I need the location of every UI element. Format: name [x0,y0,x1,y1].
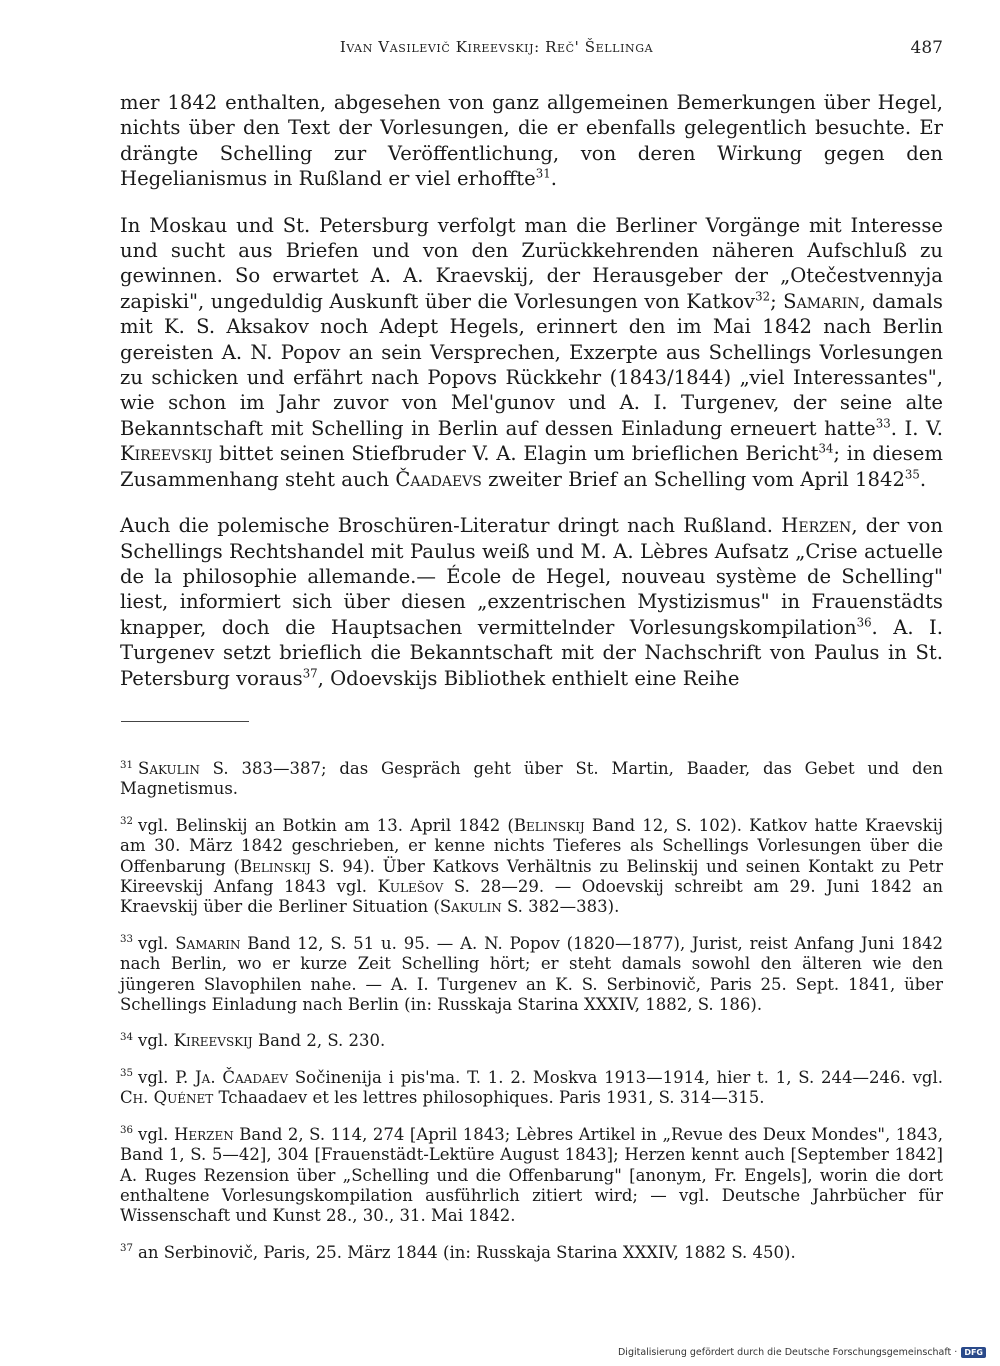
running-header [120,38,943,62]
paragraph-2: In Moskau und St. Petersburg verfolgt man die Berliner Vorgänge mit Interesse und sucht aus Briefen und von den Zurückkehrenden näheren Aufschluß zu gewinnen. So erwartet A. A. Kraevskij, der Herausgeber der „Otečestvennyja zapiski", ungeduldig Auskunft über die Vorlesungen von Katkov$^{32}$; Samarin, damals mit K. S. Aksakov noch Adept Hegels, erinnert den im Mai 1842 nach Berlin gereisten A. N. Popov an sein Versprechen, Exzerpte aus Schellings Vorlesungen zu schicken und erfährt nach Popovs Rückkehr (1843/1844) „viel Interessantes", wie schon im Jahr zuvor von Mel'gunov und A. I. Turgenev, der seine alte Bekanntschaft mit Schelling in Berlin auf dessen Einladung erneuert hatte$^{33}$. I. V. Kireevskij bittet seinen Stiefbruder V. A. Elagin um brieflichen Bericht$^{34}$; in diesem Zusammenhang steht auch Čaadaevs zweiter Brief an Schelling vom April 1842$^{35}$. [120,213,944,491]
main-text [120,90,943,712]
name-samarin: Samarin [783,289,860,313]
footnote-37: $^{37}$ an Serbinovič, Paris, 25. März 1844 (in: Russkaja Starina XXXIV, 1882 S. 450). [120,1242,796,1262]
footnote-ref-33[interactable]: 33 [875,416,891,431]
footnote-ref-35[interactable]: 35 [904,467,920,482]
dfg-logo: DFG [961,1347,986,1358]
footnote-36: $^{36}$ vgl. Herzen Band 2, S. 114, 274 [April 1843; Lèbres Artikel in „Revue des Deux Mondes", 1843, Band 1, S. 5—42], 304 [Frauenstädt-Lektüre August 1843]; Herzen kennt auch [September 1842] A. Ruges Rezension über „Schelling und die Offenbarung" [anonym, Fr. Engels], worin die dort enthaltene Vorlesungskompilation ausführlich zitiert wird; — vgl. Deutsche Jahrbücher für Wissenschaft und Kunst 28., 30., 31. Mai 1842. [120,1124,943,1226]
credit-text: Digitalisierung gefördert durch die Deutsche Forschungsgemeinschaft · [617,1347,958,1358]
footnote-33: $^{33}$ vgl. Samarin Band 12, S. 51 u. 95. — A. N. Popov (1820—1877), Jurist, reist Anfang Juni 1842 nach Berlin, wo er kurze Zeit Schelling hört; er steht damals sowohl den älteren wie den jüngeren Slavophilen nahe. — A. I. Turgenev an K. S. Serbinovič, Paris 25. Sept. 1841, über Schellings Einladung nach Berlin (in: Russkaja Starina XXXIV, 1882, S. 186). [120,933,943,1015]
name-herzen: Herzen [781,514,852,538]
footnote-ref-36[interactable]: 36 [856,615,872,630]
paragraph-1: mer 1842 enthalten, abgesehen von ganz allgemeinen Bemerkungen über Hegel, nichts über den Text der Vorlesungen, die er ebenfalls gelegentlich besuchte. Er drängte Schelling zur Veröffentlichung, von deren Wirkung gegen den Hegelianismus in Rußland er viel erhoffte$^{31}$. [120,91,943,191]
footnote-34: $^{34}$ vgl. Kireevskij Band 2, S. 230. [120,1031,386,1051]
paragraph-3: Auch die polemische Broschüren-Literatur dringt nach Rußland. Herzen, der von Schellings Rechtshandel mit Paulus weiß und M. A. Lèbres Aufsatz „Crise actuelle de la philosophie allemande.— École de Hegel, nouveau système de Schelling" liest, informiert sich über diesen „exzentrischen Mystizismus" in Frauenstädts knapper, doch die Hauptsachen vermittelnder Vorlesungskompilation$^{36}$. A. I. Turgenev setzt brieflich die Bekanntschaft mit der Nachschrift von Paulus in St. Petersburg voraus$^{37}$, Odoevskijs Bibliothek enthielt eine Reihe [120,514,943,690]
footnote-31: $^{31}$ Sakulin S. 383—387; das Gespräch geht über St. Martin, Baader, das Gebet und den Magnetismus. [120,759,943,799]
footnote-ref-31[interactable]: 31 [535,166,551,181]
name-kireevskij: Kireevskij [120,442,213,466]
footnote-ref-34[interactable]: 34 [818,441,834,456]
footnotes [120,759,943,1279]
footnote-separator [121,721,249,722]
page-number: 487 [910,38,943,58]
footnote-32: $^{32}$ vgl. Belinskij an Botkin am 13. April 1842 (Belinskij Band 12, S. 102). Katkov hatte Kraevskij am 30. März 1842 geschrieben, er kenne nichts Tieferes als Schellings Vorlesungen über die Offenbarung (Belinskij S. 94). Über Katkovs Verhältnis zu Belinskij und seinen Kontakt zu Petr Kireevskij Anfang 1843 vgl. Kulešov S. 28—29. — Odoevskij schreibt am 29. Juni 1842 an Kraevskij über die Berliner Situation (Sakulin S. 382—383). [120,815,943,917]
footnote-ref-32[interactable]: 32 [755,289,771,304]
running-title: Ivan Vasilevič Kireevskij: Reč' Šellinga [339,38,654,56]
name-caadaevs: Čaadaevs [395,467,482,491]
footnote-35: $^{35}$ vgl. P. Ja. Čaadaev Sočinenija i pis'ma. T. 1. 2. Moskva 1913—1914, hier t. 1, S. 244—246. vgl. Ch. Quénet Tchaadaev et les lettres philosophiques. Paris 1931, S. 314—315. [120,1067,943,1108]
digitization-credit [618,1347,986,1358]
footnote-ref-37[interactable]: 37 [302,666,318,680]
